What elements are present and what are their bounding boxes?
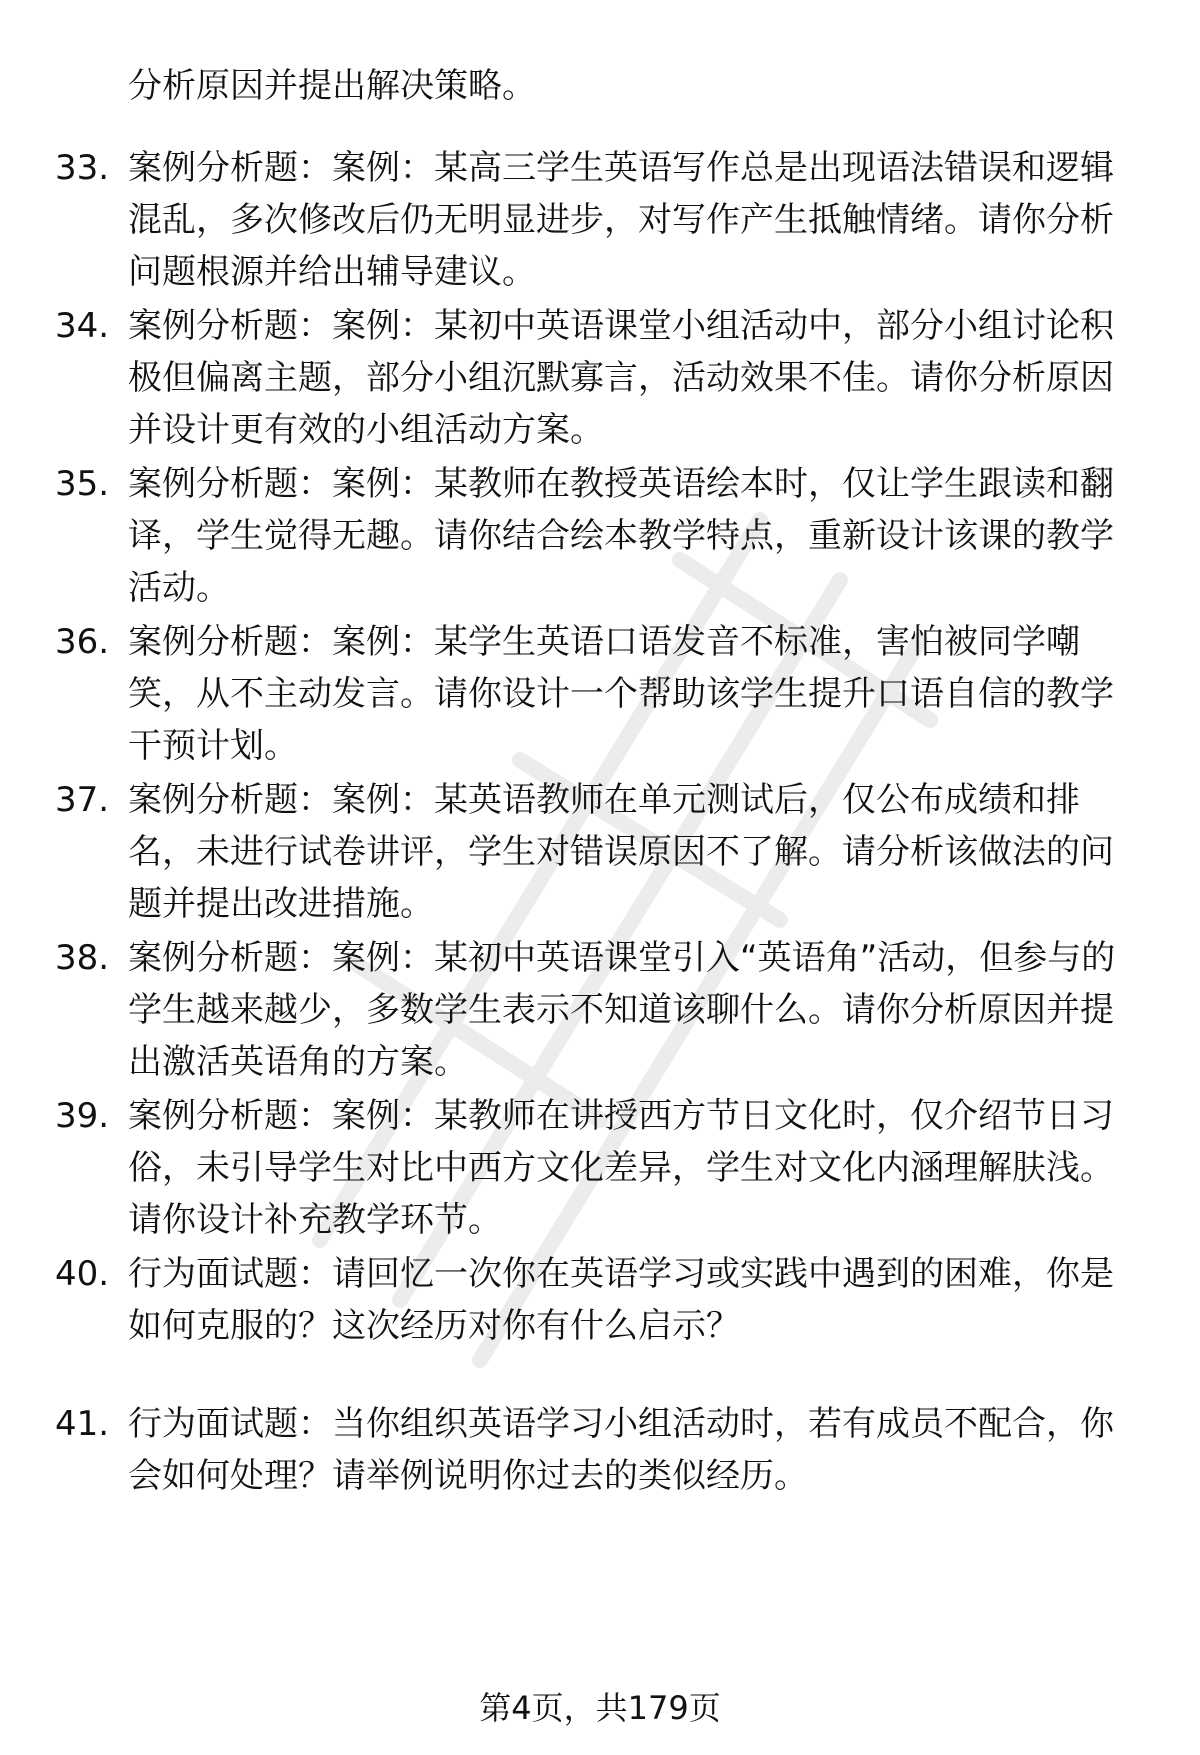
question-text: 案例分析题：案例：某教师在讲授西方节日文化时，仅介绍节日习俗，未引导学生对比中西方文化差异，学生对文化内涵理解肤浅。请你设计补充教学环节。 <box>128 1096 1114 1240</box>
question-number: 39. <box>55 1096 110 1136</box>
question-text: 行为面试题：当你组织英语学习小组活动时，若有成员不配合，你会如何处理？请举例说明你过去的类似经历。 <box>128 1404 1114 1496</box>
question-number: 41. <box>55 1404 110 1444</box>
question-text: 行为面试题：请回忆一次你在英语学习或实践中遇到的困难，你是如何克服的？这次经历对你有什么启示？ <box>128 1254 1114 1346</box>
continued-text: 分析原因并提出解决策略。 <box>128 66 536 106</box>
question-text: 案例分析题：案例：某高三学生英语写作总是出现语法错误和逻辑混乱，多次修改后仍无明显进步，对写作产生抵触情绪。请你分析问题根源并给出辅导建议。 <box>128 148 1114 292</box>
question-number: 36. <box>55 622 110 662</box>
question-text: 案例分析题：案例：某初中英语课堂小组活动中，部分小组讨论积极但偏离主题，部分小组沉默寡言，活动效果不佳。请你分析原因并设计更有效的小组活动方案。 <box>128 306 1114 450</box>
question-number: 37. <box>55 780 110 820</box>
question-number: 34. <box>55 306 110 346</box>
question-text: 案例分析题：案例：某教师在教授英语绘本时，仅让学生跟读和翻译，学生觉得无趣。请你结合绘本教学特点，重新设计该课的教学活动。 <box>128 464 1114 608</box>
question-number: 33. <box>55 148 110 188</box>
question-text: 案例分析题：案例：某学生英语口语发音不标准，害怕被同学嘲笑，从不主动发言。请你设计一个帮助该学生提升口语自信的教学干预计划。 <box>128 622 1114 766</box>
question-number: 35. <box>55 464 110 504</box>
question-number: 38. <box>55 938 110 978</box>
question-number: 40. <box>55 1254 110 1294</box>
question-text: 案例分析题：案例：某英语教师在单元测试后，仅公布成绩和排名，未进行试卷讲评，学生对错误原因不了解。请分析该做法的问题并提出改进措施。 <box>128 780 1114 924</box>
page-footer: 第4页，共179页 <box>479 1689 721 1727</box>
question-text: 案例分析题：案例：某初中英语课堂引入“英语角”活动，但参与的学生越来越少，多数学生表示不知道该聊什么。请你分析原因并提出激活英语角的方案。 <box>128 938 1116 1082</box>
